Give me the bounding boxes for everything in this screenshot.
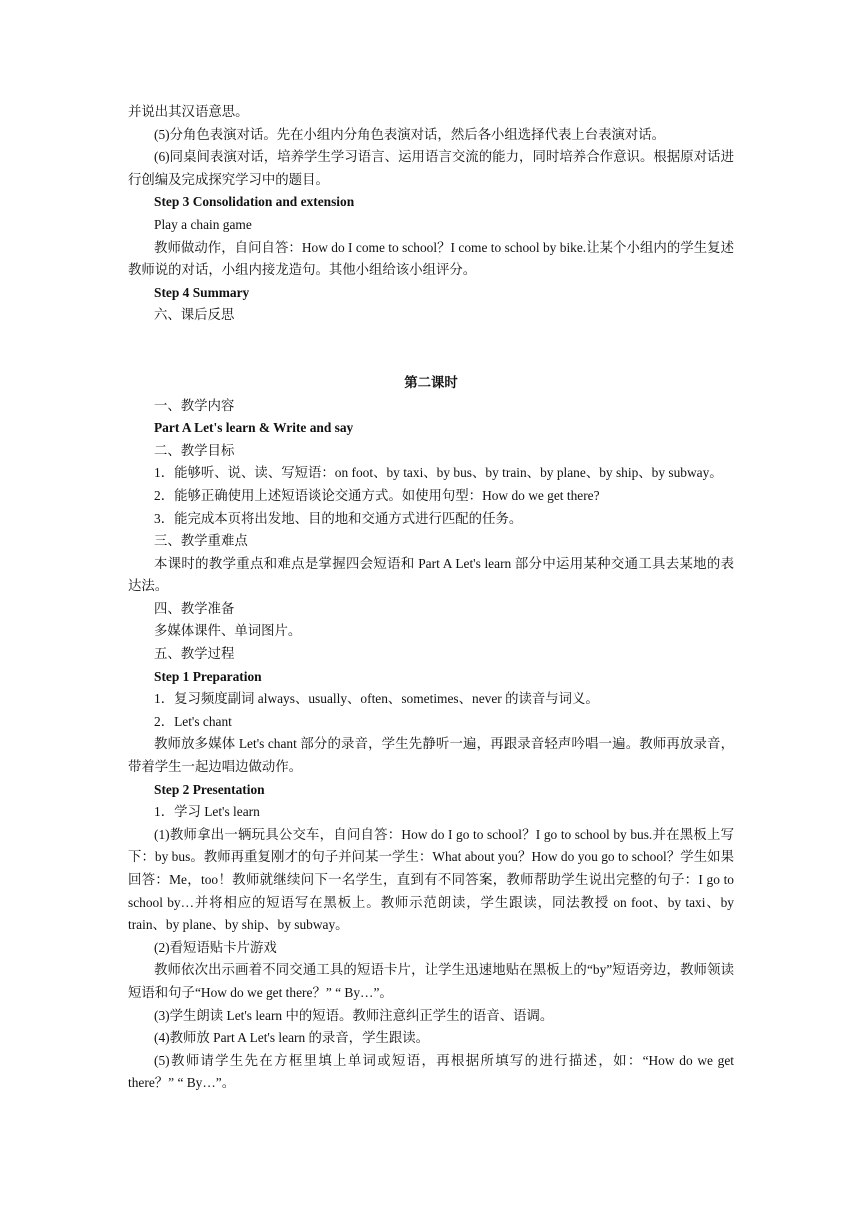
step-heading: Step 1 Preparation [154,668,262,684]
section-heading: 二、教学目标 [154,442,235,458]
paragraph: Play a chain game [154,216,252,232]
step-heading: Step 2 Presentation [154,781,265,797]
step-heading: Step 4 Summary [154,284,250,300]
paragraph: 多媒体课件、单词图片。 [154,623,302,639]
paragraph: (4)教师放 Part A Let's learn 的录音，学生跟读。 [154,1030,430,1046]
paragraph: 1．复习频度副词 always、usually、often、sometimes、never 的读音与词义。 [154,691,599,707]
paragraph: 2．Let's chant [154,713,232,729]
paragraph: 教师放多媒体 Let's chant 部分的录音，学生先静听一遍，再跟录音轻声吟唱一遍。教师再放录音，带着学生一起边唱边做动作。 [128,736,734,775]
section-heading: 四、教学准备 [154,600,235,616]
section-heading: 一、教学内容 [154,397,235,413]
spacer [128,327,734,372]
step-heading: Step 3 Consolidation and extension [154,194,355,210]
part-heading: Part A Let's learn & Write and say [154,420,354,436]
lesson-title: 第二课时 [404,374,458,390]
paragraph: (6)同桌间表演对话，培养学生学习语言、运用语言交流的能力，同时培养合作意识。根据原对话进行创编及完成探究学习中的题目。 [128,149,734,187]
paragraph: (3)学生朗读 Let's learn 中的短语。教师注意纠正学生的语音、语调。 [154,1007,554,1023]
paragraph: (5)分角色表演对话。先在小组内分角色表演对话，然后各小组选择代表上台表演对话。 [154,126,666,142]
section-heading: 五、教学过程 [154,646,235,662]
paragraph: 1．能够听、说、读、写短语：on foot、by taxi、by bus、by train、by plane、by ship、by subway。 [154,465,723,481]
paragraph: 教师做动作，自问自答：How do I come to school？I come to school by bike.让某个小组内的学生复述教师说的对话，小组内接龙造句。其他小组给该小组评分。 [128,239,734,278]
paragraph: (5)教师请学生先在方框里填上单词或短语，再根据所填写的进行描述，如：“How do we get there？” “ By…”。 [128,1052,734,1091]
paragraph: 2．能够正确使用上述短语谈论交通方式。如使用句型：How do we get there? [154,487,600,503]
paragraph: (1)教师拿出一辆玩具公交车，自问自答：How do I go to school？I go to school by bus.并在黑板上写下：by bus。教师再重复刚才的句子并问某一学生：What about you？How do you go to school？学生如果回答：Me，too！教师就继续问下一名学生，直到有不同答案，教师帮助学生说出完整的句子：I go to school by…并将相应的短语写在黑板上。教师示范朗读，学生跟读，同法教授 on foot、by taxi、by train、by plane、by ship、by subway。 [128,826,734,933]
paragraph: 本课时的教学重点和难点是掌握四会短语和 Part A Let's learn 部分中运用某种交通工具去某地的表达法。 [128,555,734,594]
paragraph: 并说出其汉语意思。 [128,104,249,119]
section-heading: 三、教学重难点 [154,533,248,549]
paragraph: (2)看短语贴卡片游戏 [154,939,277,955]
paragraph: 教师依次出示画着不同交通工具的短语卡片，让学生迅速地贴在黑板上的“by”短语旁边，教师领读短语和句子“How do we get there？” “ By…”。 [128,962,734,1000]
section-heading: 六、课后反思 [154,307,235,323]
paragraph: 1．学习 Let's learn [154,804,260,820]
document-page [128,101,734,1095]
paragraph: 3．能完成本页将出发地、目的地和交通方式进行匹配的任务。 [154,510,523,526]
